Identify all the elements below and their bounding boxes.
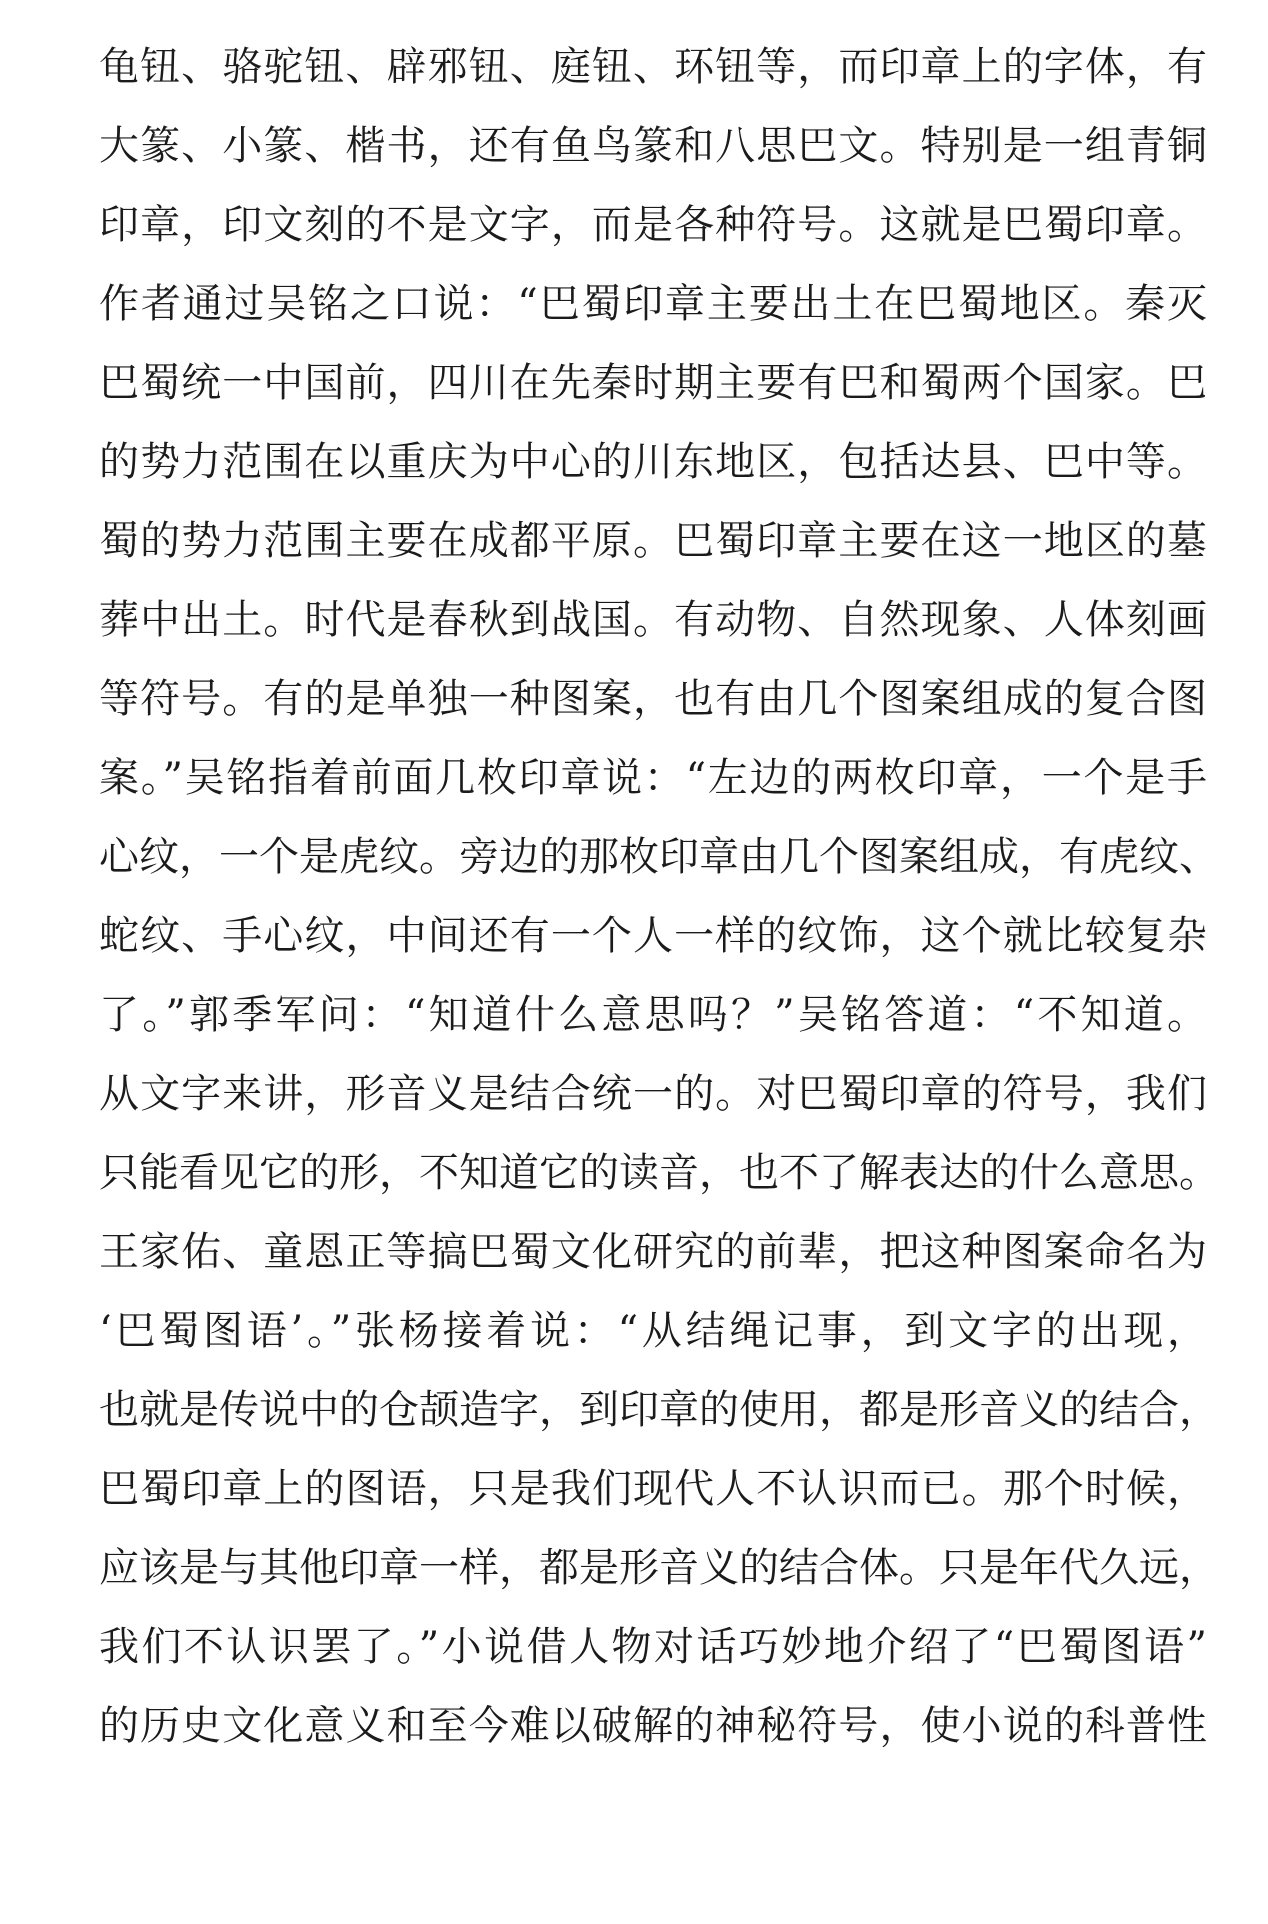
text-line: 王家佑、童恩正等搞巴蜀文化研究的前辈，把这种图案命名为 bbox=[99, 1229, 1207, 1275]
text-line: 蛇纹、手心纹，中间还有一个人一样的纹饰，这个就比较复杂 bbox=[99, 913, 1207, 959]
text-line: 应该是与其他印章一样，都是形音义的结合体。只是年代久远， bbox=[99, 1545, 1219, 1591]
text-line: 印章，印文刻的不是文字，而是各种符号。这就是巴蜀印章。 bbox=[99, 202, 1207, 248]
text-line: 只能看见它的形，不知道它的读音，也不了解表达的什么意思。 bbox=[99, 1150, 1219, 1196]
text-line: 蜀的势力范围主要在成都平原。巴蜀印章主要在这一地区的墓 bbox=[99, 518, 1207, 564]
body-text bbox=[99, 28, 1219, 1766]
text-line: 的历史文化意义和至今难以破解的神秘符号，使小说的科普性 bbox=[99, 1703, 1207, 1749]
text-line: 从文字来讲，形音义是结合统一的。对巴蜀印章的符号，我们 bbox=[99, 1071, 1207, 1117]
text-line: 了。”郭季军问：“知道什么意思吗？”吴铭答道：“不知道。 bbox=[99, 992, 1207, 1038]
text-line: 巴蜀印章上的图语，只是我们现代人不认识而已。那个时候， bbox=[99, 1466, 1207, 1512]
text-line: 也就是传说中的仓颉造字，到印章的使用，都是形音义的结合， bbox=[99, 1387, 1219, 1433]
text-line: ‘巴蜀图语’。”张杨接着说：“从结绳记事，到文字的出现， bbox=[99, 1308, 1207, 1354]
text-line: 龟钮、骆驼钮、辟邪钮、庭钮、环钮等，而印章上的字体，有 bbox=[99, 44, 1207, 90]
text-line: 葬中出土。时代是春秋到战国。有动物、自然现象、人体刻画 bbox=[99, 597, 1207, 643]
text-line: 大篆、小篆、楷书，还有鱼鸟篆和八思巴文。特别是一组青铜 bbox=[99, 123, 1207, 169]
text-line: 心纹，一个是虎纹。旁边的那枚印章由几个图案组成，有虎纹、 bbox=[99, 834, 1219, 880]
text-line: 作者通过吴铭之口说：“巴蜀印章主要出土在巴蜀地区。秦灭 bbox=[99, 281, 1207, 327]
text-line: 等符号。有的是单独一种图案，也有由几个图案组成的复合图 bbox=[99, 676, 1207, 722]
text-line: 案。”吴铭指着前面几枚印章说：“左边的两枚印章，一个是手 bbox=[99, 755, 1207, 801]
text-line: 的势力范围在以重庆为中心的川东地区，包括达县、巴中等。 bbox=[99, 439, 1207, 485]
text-line: 我们不认识罢了。”小说借人物对话巧妙地介绍了“巴蜀图语” bbox=[99, 1624, 1207, 1670]
text-line: 巴蜀统一中国前，四川在先秦时期主要有巴和蜀两个国家。巴 bbox=[99, 360, 1207, 406]
